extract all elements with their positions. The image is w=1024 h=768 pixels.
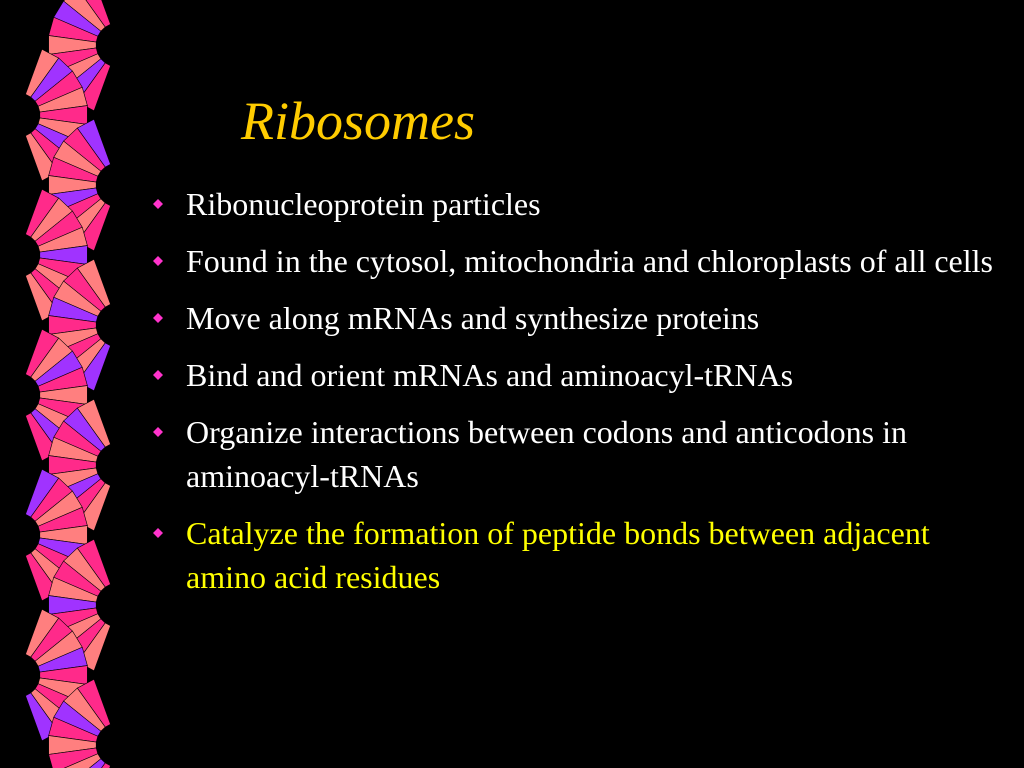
wavy-ribbon-graphic <box>0 0 140 768</box>
bullet-text: Move along mRNAs and synthesize proteins <box>186 300 760 336</box>
diamond-icon <box>153 528 163 538</box>
bullet-item-highlighted <box>150 511 1010 599</box>
slide-title: Ribosomes <box>241 91 475 151</box>
diamond-icon <box>153 427 163 437</box>
diamond-icon <box>153 370 163 380</box>
bullet-item <box>150 410 1010 498</box>
bullet-text: Bind and orient mRNAs and aminoacyl-tRNAs <box>186 357 794 393</box>
bullet-text: Organize interactions between codons and anticodons in aminoacyl-tRNAs <box>186 414 907 494</box>
bullet-text: Ribonucleoprotein particles <box>186 186 541 222</box>
bullet-item <box>150 182 1010 226</box>
diamond-icon <box>153 256 163 266</box>
bullet-item <box>150 239 1010 283</box>
bullet-list <box>150 182 1010 612</box>
bullet-text: Found in the cytosol, mitochondria and chloroplasts of all cells <box>186 243 993 279</box>
diamond-icon <box>153 199 163 209</box>
bullet-text: Catalyze the formation of peptide bonds between adjacent amino acid residues <box>186 515 930 595</box>
bullet-item <box>150 353 1010 397</box>
diamond-icon <box>153 313 163 323</box>
bullet-item <box>150 296 1010 340</box>
